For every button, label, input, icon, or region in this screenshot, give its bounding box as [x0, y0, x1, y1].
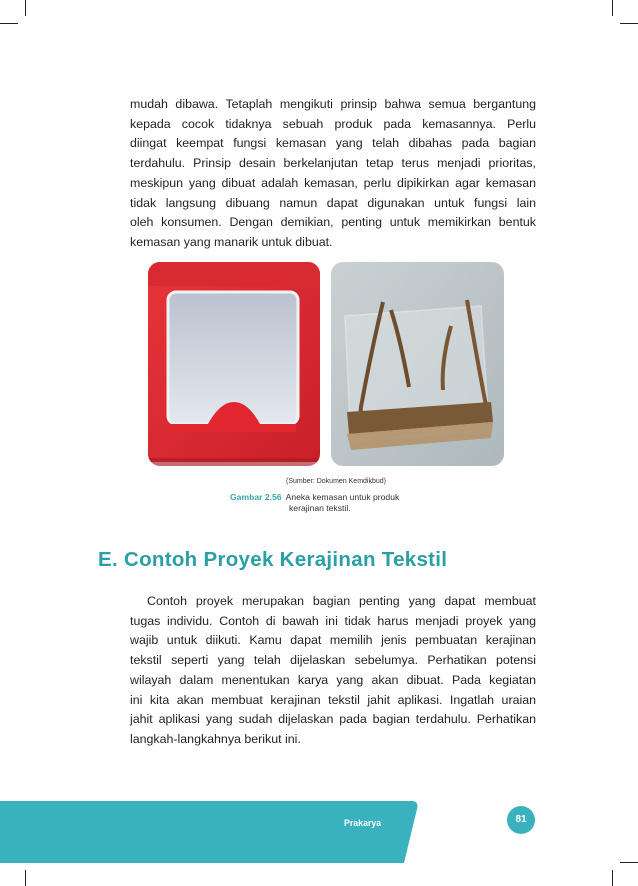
footer-band [0, 801, 420, 863]
text-line: tekstil seperti yang telah dijelaskan sebelumya. Perhatikan potensi [130, 653, 536, 668]
text-line: oleh konsumen. Dengan demikian, penting untuk memikirkan bentuk [130, 215, 536, 230]
red-box-illustration [148, 262, 320, 466]
text-line: diingat keempat fungsi kemasan yang telah dibahas pada bagian [130, 136, 536, 151]
crop-mark [25, 870, 26, 886]
plastic-bag-illustration [331, 262, 504, 466]
text-line: jahit aplikasi yang sudah dijelaskan pada bagian terdahulu. Perhatikan [130, 712, 536, 727]
crop-mark [25, 0, 26, 16]
text-line: Contoh proyek merupakan bagian penting yang dapat membuat [147, 594, 536, 608]
figure-caption [230, 492, 399, 514]
body-paragraph-2 [130, 592, 536, 750]
text-line: wajib untuk diikuti. Kamu dapat memilih jenis pembuatan kerajinan [130, 633, 536, 648]
crop-mark [620, 23, 638, 24]
caption-text-continued: kerajinan tekstil. [289, 503, 351, 513]
caption-text: Aneka kemasan untuk produk [285, 492, 400, 502]
section-heading: E. Contoh Proyek Kerajinan Tekstil [98, 548, 448, 571]
crop-mark [612, 870, 613, 886]
text-line: kemasan yang manarik untuk dibuat. [130, 234, 333, 249]
text-line: tidak langsung dibuang namun dapat digunakan untuk fungsi lain [130, 195, 536, 210]
photo-red-box-packaging [148, 262, 320, 466]
caption-label: Gambar 2.56 [230, 492, 282, 502]
text-line: wilayah dalam menentukan karya yang akan dibuat. Pada kegiatan [130, 672, 536, 687]
crop-mark [0, 23, 18, 24]
page-number: 81 [507, 806, 535, 834]
figure-source: (Sumber: Dokumen Kemdikbud) [286, 478, 386, 485]
body-paragraph-1 [130, 95, 536, 253]
text-line: mudah dibawa. Tetaplah mengikuti prinsip bahwa semua bergantung [130, 97, 536, 111]
text-line: kepada cocok tidaknya sebuah produk pada kemasannya. Perlu [130, 116, 536, 131]
text-line: terdahulu. Prinsip desain berkelanjutan tetap terus menjadi prioritas, [130, 156, 536, 171]
text-line: langkah-langkahnya berikut ini. [130, 731, 301, 746]
crop-mark [612, 0, 613, 16]
text-line: ini kita akan membuat kerajinan tekstil jahit aplikasi. Ingatlah uraian [130, 692, 536, 707]
book-title: Prakarya [344, 818, 382, 828]
text-line: meskipun yang dibuat adalah kemasan, perlu dipikirkan agar kemasan [130, 175, 536, 190]
text-line: tugas individu. Contoh di bawah ini tidak harus menjadi proyek yang [130, 613, 536, 628]
photo-transparent-bag-packaging [331, 262, 504, 466]
crop-mark [620, 862, 638, 863]
